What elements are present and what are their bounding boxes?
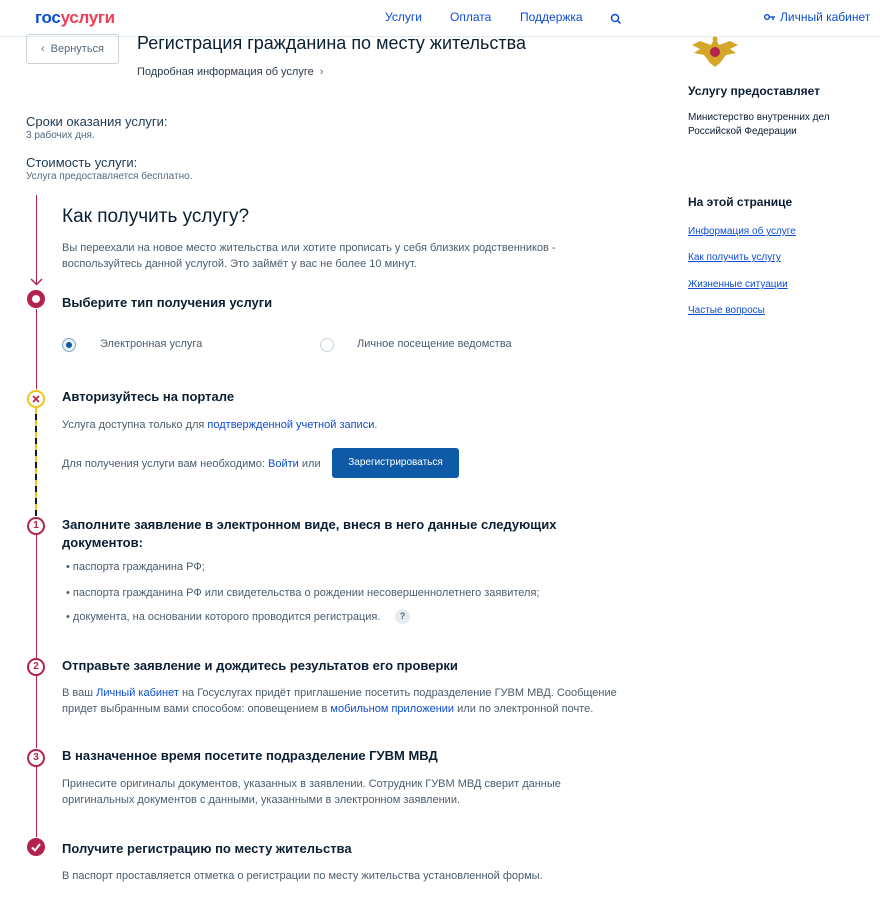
nav-payment[interactable]: Оплата <box>450 10 492 24</box>
timeline-line <box>36 309 37 389</box>
personal-cabinet-inline-link[interactable]: Личный кабинет <box>96 687 179 699</box>
toc-link-faq[interactable]: Частые вопросы <box>688 305 765 316</box>
gosuslugi-logo[interactable]: госуслуги <box>35 8 115 27</box>
back-button[interactable]: ‹ Вернуться <box>26 34 119 64</box>
top-header <box>0 0 880 37</box>
terms-label: Сроки оказания услуги: <box>26 114 168 129</box>
timeline-line <box>36 535 37 659</box>
mvd-emblem-icon <box>690 33 740 69</box>
radio-visit[interactable] <box>320 338 334 352</box>
how-to-title: Как получить услугу? <box>62 206 250 227</box>
arrow-down-icon <box>30 278 43 286</box>
step-final-title: Получите регистрацию по месту жительства <box>62 841 352 856</box>
verified-account-link[interactable]: подтвержденной учетной записи <box>207 419 375 431</box>
step-number: 1 <box>27 517 45 535</box>
list-item: • паспорта гражданина РФ или свидетельства о рождении несовершеннолетнего заявителя; <box>66 587 540 599</box>
list-item: • документа, на основании которого проводится регистрация. <box>66 611 381 623</box>
step-auth-title: Авторизуйтесь на портале <box>62 389 235 404</box>
checkmark-icon <box>27 838 45 856</box>
timeline-dashed-line <box>35 408 37 516</box>
auth-requirement: Услуга доступна только для подтвержденной учетной записи. <box>62 419 378 431</box>
how-intro: Вы переехали на новое место жительства или хотите прописать у себя близких родственников - воспользуйтесь данной услугой. Это займёт у вас не более 10 минут. <box>62 242 556 270</box>
radio-electronic-label[interactable]: Электронная услуга <box>100 338 203 350</box>
help-icon[interactable]: ? <box>395 609 410 624</box>
chevron-left-icon: ‹ <box>40 43 45 55</box>
toc-link-how[interactable]: Как получить услугу <box>688 252 781 263</box>
chevron-right-icon: › <box>319 66 324 78</box>
step-2-text: В ваш Личный кабинет на Госуслугах придёт приглашение посетить подразделение ГУВМ МВД. Сообщение придет выбранным вами способом: оповещением в мобильном приложении или по электронной почте. <box>62 687 617 715</box>
cost-value: Услуга предоставляется бесплатно. <box>26 171 193 182</box>
step-final-text: В паспорт проставляется отметка о регистрации по месту жительства установленной формы. <box>62 870 543 882</box>
terms-value: 3 рабочих дня. <box>26 130 95 141</box>
step-2-title: Отправьте заявление и дождитесь результатов его проверки <box>62 658 458 673</box>
page-title: Регистрация гражданина по месту жительства <box>137 33 526 53</box>
list-item: • паспорта гражданина РФ; <box>66 561 205 573</box>
search-icon[interactable] <box>610 13 622 25</box>
step-type-title: Выберите тип получения услуги <box>62 295 273 310</box>
radio-visit-label[interactable]: Личное посещение ведомства <box>357 338 512 350</box>
nav-support[interactable]: Поддержка <box>520 10 583 24</box>
step-1-title: Заполните заявление в электронном виде, внеся в него данные следующих документов: <box>62 517 557 550</box>
toc-link-situations[interactable]: Жизненные ситуации <box>688 279 788 290</box>
nav-services[interactable]: Услуги <box>385 10 422 24</box>
step-number: 3 <box>27 749 45 767</box>
close-icon <box>27 390 45 408</box>
provider-title: Услугу предоставляет <box>688 84 821 98</box>
radio-electronic[interactable] <box>62 338 76 352</box>
login-link[interactable]: Войти <box>268 458 299 470</box>
provider-name: Министерство внутренних дел Российской Федерации <box>688 112 830 137</box>
step-3-text: Принесите оригиналы документов, указанных в заявлении. Сотрудник ГУВМ МВД сверит данные оригинальных документов с данными, указанными в электронном заявлении. <box>62 778 561 806</box>
register-button[interactable]: Зарегистрироваться <box>332 448 459 478</box>
mobile-app-link[interactable]: мобильном приложении <box>330 703 455 715</box>
auth-login-text: Для получения услуги вам необходимо: Войти или <box>62 458 321 470</box>
personal-cabinet-link[interactable]: Личный кабинет <box>780 10 871 24</box>
step-active-marker <box>27 290 45 308</box>
service-details-link[interactable]: Подробная информация об услуге › <box>137 66 324 78</box>
timeline-line <box>36 195 37 285</box>
step-number: 2 <box>27 658 45 676</box>
toc-title: На этой странице <box>688 195 793 209</box>
step-3-title: В назначенное время посетите подразделение ГУВМ МВД <box>62 748 438 763</box>
key-icon <box>764 12 776 22</box>
toc-link-info[interactable]: Информация об услуге <box>688 226 796 237</box>
cost-label: Стоимость услуги: <box>26 155 138 170</box>
timeline-line <box>36 675 37 748</box>
timeline-line <box>36 765 37 837</box>
